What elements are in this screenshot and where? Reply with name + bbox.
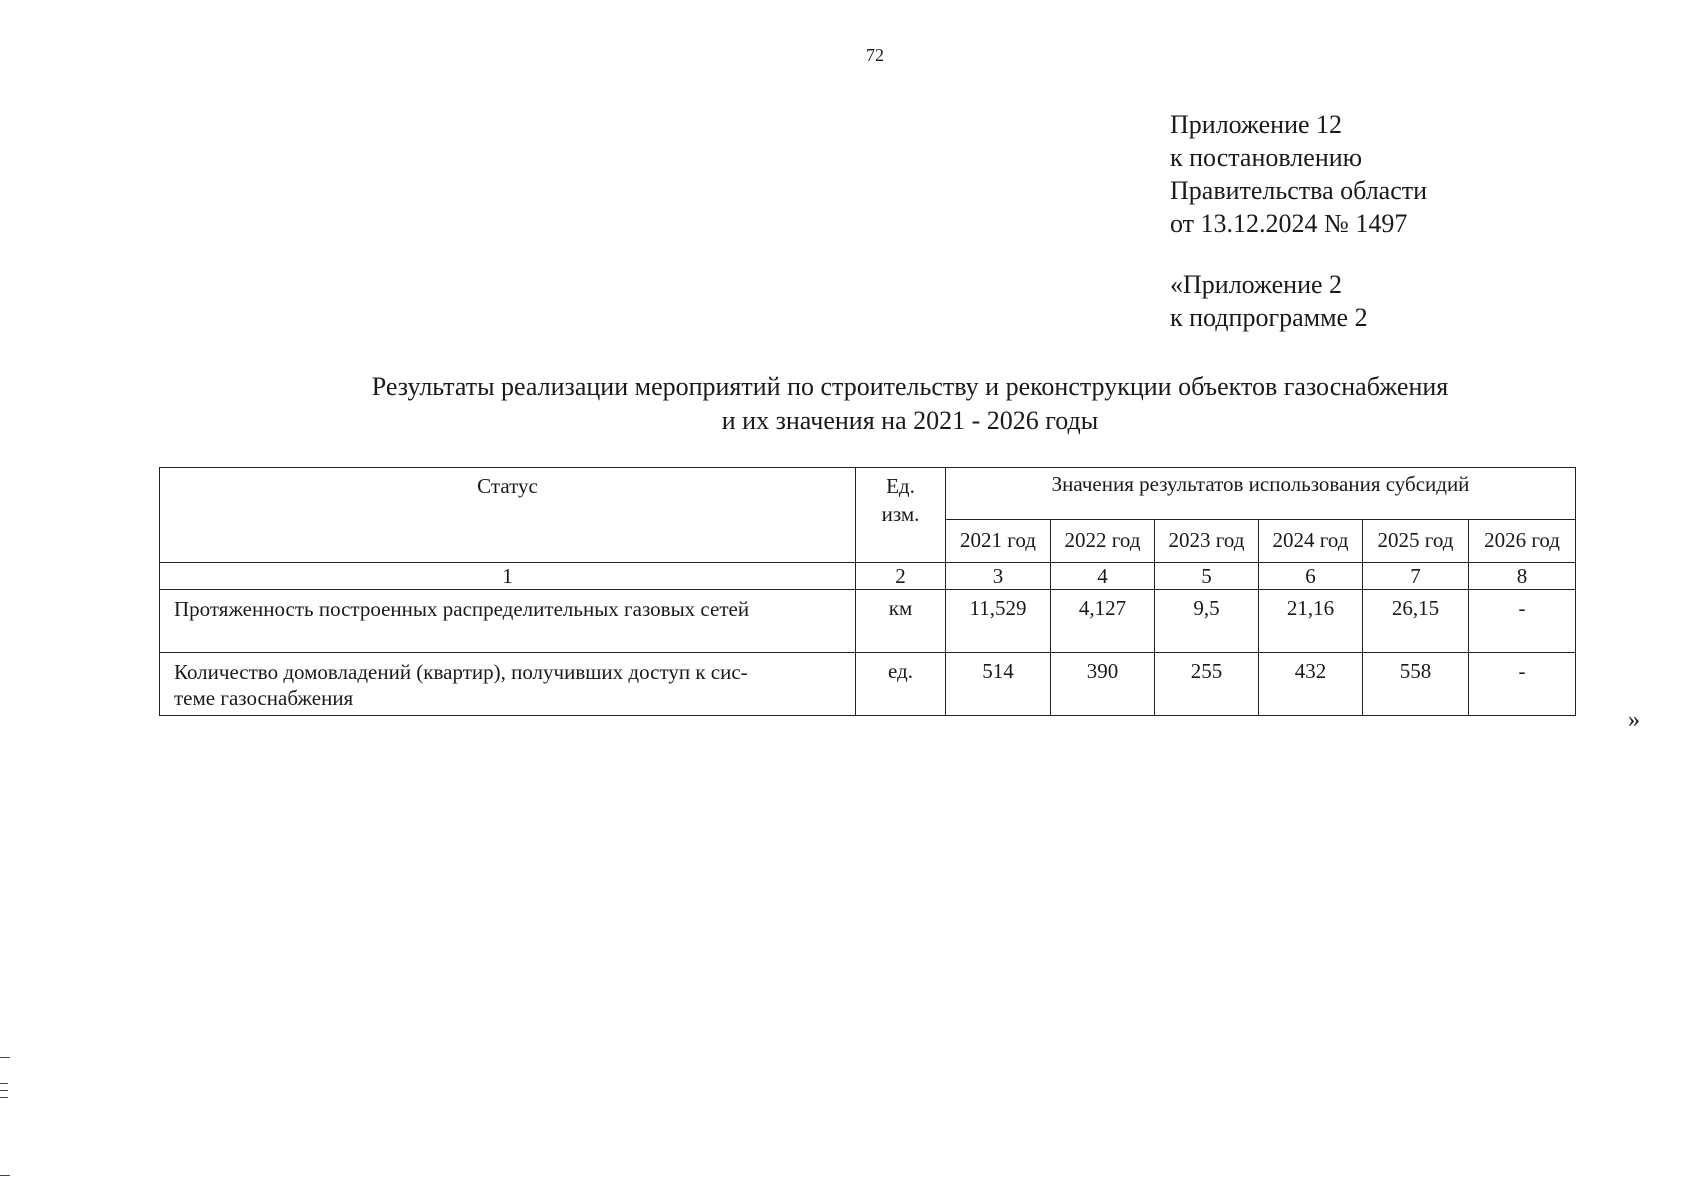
results-table [159, 467, 1576, 716]
scan-margin-mark [0, 1090, 8, 1091]
closing-quote: » [1628, 707, 1640, 733]
appendix-line: Правительства области [1170, 176, 1428, 205]
subprogram-appendix-line: к подпрограмме 2 [1170, 303, 1368, 332]
column-number: 5 [1155, 563, 1259, 590]
header-year: 2024 год [1259, 519, 1363, 562]
appendix-line: Приложение 12 [1170, 110, 1343, 139]
row-value: 255 [1155, 653, 1259, 716]
scan-margin-mark [0, 1097, 8, 1098]
row-value: 558 [1363, 653, 1469, 716]
row-value: 432 [1259, 653, 1363, 716]
subprogram-appendix-line: «Приложение 2 [1170, 270, 1343, 299]
title-line-2: и их значения на 2021 - 2026 годы [721, 406, 1099, 435]
table-row [160, 653, 1576, 716]
header-year: 2021 год [946, 519, 1051, 562]
header-year: 2022 год [1051, 519, 1155, 562]
header-year: 2026 год [1469, 519, 1576, 562]
column-number: 8 [1469, 563, 1576, 590]
row-value: 4,127 [1051, 590, 1155, 653]
row-value: 21,16 [1259, 590, 1363, 653]
row-status-line2: теме газоснабжения [174, 686, 354, 710]
scan-margin-mark [0, 1083, 8, 1084]
scan-margin-mark [0, 1175, 10, 1176]
row-unit: ед. [856, 653, 946, 716]
row-status [160, 653, 856, 716]
row-status-line1: Количество домовладений (квартир), получивших доступ к сис- [174, 660, 748, 684]
row-status: Протяженность построенных распределительных газовых сетей [160, 590, 856, 653]
appendix-line: от 13.12.2024 № 1497 [1170, 209, 1408, 238]
header-unit-line1: Ед. [886, 474, 915, 498]
appendix-reference [1170, 108, 1427, 334]
column-number: 2 [856, 563, 946, 590]
column-number: 3 [946, 563, 1051, 590]
row-value: 514 [946, 653, 1051, 716]
row-value: 9,5 [1155, 590, 1259, 653]
header-unit [856, 468, 946, 563]
header-values-group: Значения результатов использования субсидий [946, 468, 1576, 520]
header-unit-line2: изм. [881, 502, 920, 526]
column-number: 7 [1363, 563, 1469, 590]
title-line-1: Результаты реализации мероприятий по строительству и реконструкции объектов газоснабжения [371, 372, 1449, 401]
column-number: 1 [160, 563, 856, 590]
column-number: 4 [1051, 563, 1155, 590]
document-title [160, 370, 1660, 438]
appendix-gap [1170, 240, 1427, 268]
row-value: 390 [1051, 653, 1155, 716]
scan-margin-mark [0, 1057, 10, 1058]
column-number: 6 [1259, 563, 1363, 590]
page-number: 72 [866, 45, 884, 65]
row-unit: км [856, 590, 946, 653]
table-header-row [160, 468, 1576, 520]
column-numbers-row [160, 563, 1576, 590]
appendix-line: к постановлению [1170, 143, 1363, 172]
row-value: - [1469, 653, 1576, 716]
table-row [160, 590, 1576, 653]
header-year: 2023 год [1155, 519, 1259, 562]
row-value: 11,529 [946, 590, 1051, 653]
row-value: - [1469, 590, 1576, 653]
header-status: Статус [160, 468, 856, 563]
row-value: 26,15 [1363, 590, 1469, 653]
header-year: 2025 год [1363, 519, 1469, 562]
